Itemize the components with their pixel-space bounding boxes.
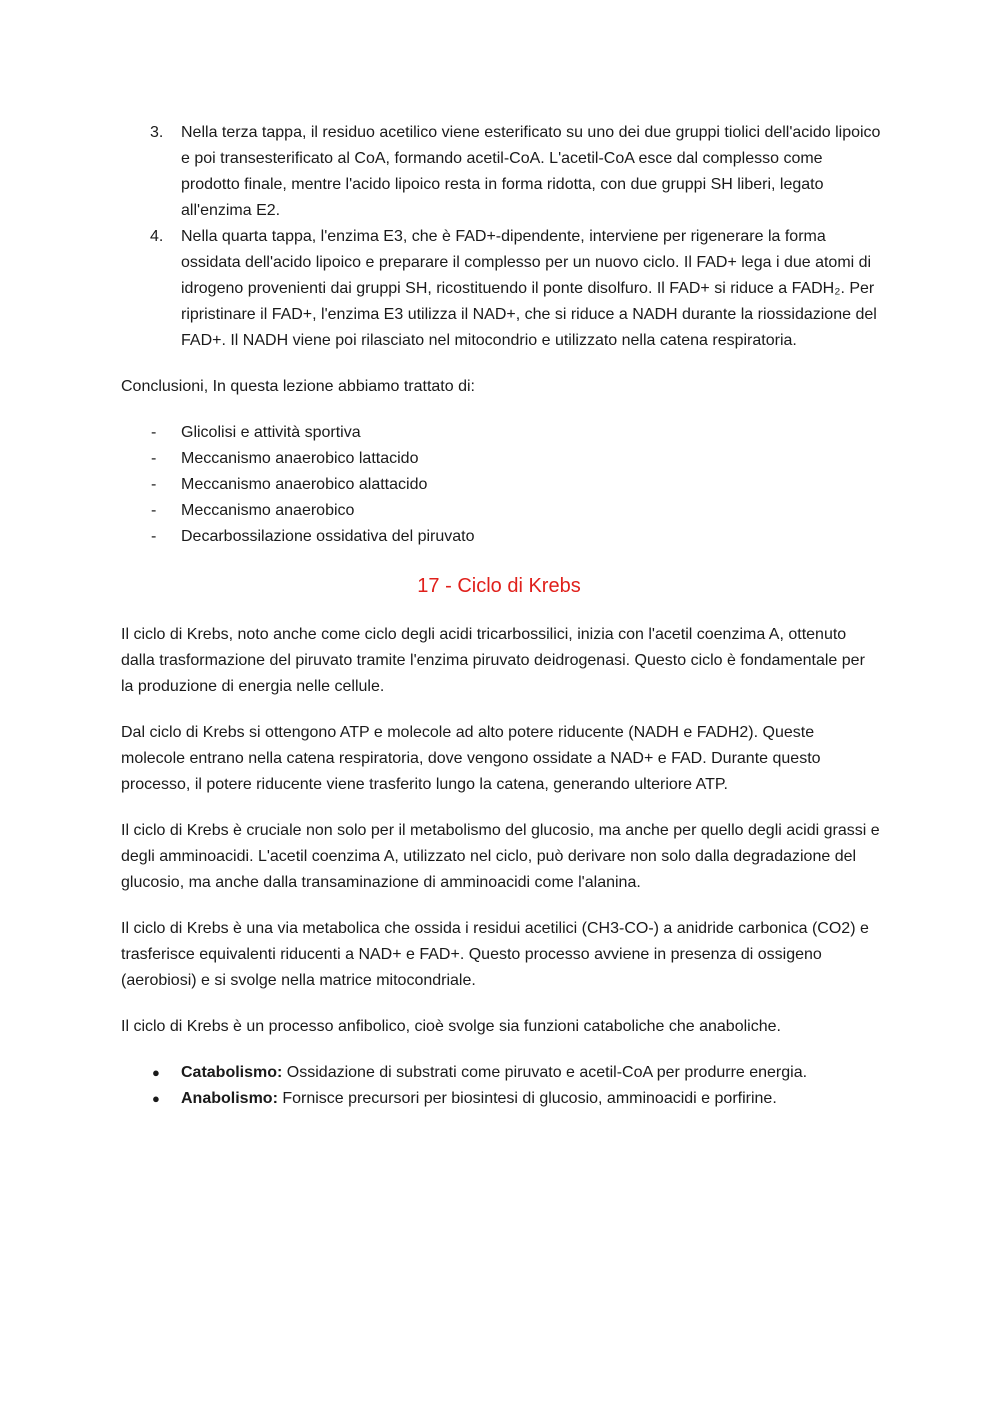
bullet-list [121, 1060, 881, 1112]
steps-list [121, 120, 881, 354]
paragraph: Il ciclo di Krebs, noto anche come ciclo degli acidi tricarbossilici, inizia con l'acetil coenzima A, ottenuto dalla trasformazione del piruvato tramite l'enzima piruvato deidrogenasi. Questo ciclo è fondamentale per la produzione di energia nelle cellule. [121, 626, 865, 695]
list-item [121, 524, 881, 550]
list-item [121, 120, 881, 224]
dash-marker: - [151, 502, 157, 519]
dash-marker: - [151, 450, 157, 467]
list-item-text: Decarbossilazione ossidativa del piruvato [181, 528, 475, 545]
step-number: 4. [150, 228, 164, 245]
list-item-text: Meccanismo anaerobico lattacido [181, 450, 419, 467]
list-item-text: Meccanismo anaerobico [181, 502, 355, 519]
list-item [121, 472, 881, 498]
bullet-icon: ● [152, 1065, 160, 1080]
conclusions-list [121, 420, 881, 550]
list-item [121, 1060, 881, 1086]
page-content [121, 120, 881, 1112]
list-item [121, 446, 881, 472]
paragraph: Il ciclo di Krebs è un processo anfibolico, cioè svolge sia funzioni cataboliche che anaboliche. [121, 1018, 781, 1035]
bullet-text: Ossidazione di substrati come piruvato e acetil-CoA per produrre energia. [282, 1064, 808, 1081]
section-title: 17 - Ciclo di Krebs [417, 575, 581, 597]
step-text: Nella terza tappa, il residuo acetilico viene esterificato su uno dei due gruppi tiolici dell'acido lipoico e poi transesterificato al CoA, formando acetil-CoA. L'acetil-CoA esce dal complesso come prodotto finale, mentre l'acido lipoico resta in forma ridotta, con due gruppi SH liberi, legato all'enzima E2. [181, 124, 881, 219]
dash-marker: - [151, 424, 157, 441]
bullet-term: Anabolismo: [181, 1090, 278, 1107]
step-text: Nella quarta tappa, l'enzima E3, che è FAD+-dipendente, interviene per rigenerare la forma ossidata dell'acido lipoico e preparare il complesso per un nuovo ciclo. Il FAD+ lega i due atomi di idrogeno provenienti dai gruppi SH, ricostituendo il ponte disolfuro. Il FAD+ si riduce a FADH₂. Per ripristinare il FAD+, l'enzima E3 utilizza il NAD+, che si riduce a NADH durante la riossidazione del FAD+. Il NADH viene poi rilasciato nel mitocondrio e utilizzato nella catena respiratoria. [181, 228, 877, 349]
paragraph: Il ciclo di Krebs è una via metabolica che ossida i residui acetilici (CH3-CO-) a anidride carbonica (CO2) e trasferisce equivalenti riducenti a NAD+ e FAD+. Questo processo avviene in presenza di ossigeno (aerobiosi) e si svolge nella matrice mitocondriale. [121, 920, 869, 989]
list-item [121, 224, 881, 354]
list-item [121, 420, 881, 446]
bullet-text: Fornisce precursori per biosintesi di glucosio, amminoacidi e porfirine. [277, 1090, 777, 1107]
dash-marker: - [151, 476, 157, 493]
list-item-text: Meccanismo anaerobico alattacido [181, 476, 428, 493]
conclusions-intro: Conclusioni, In questa lezione abbiamo trattato di: [121, 378, 475, 395]
list-item [121, 1086, 881, 1112]
bullet-icon: ● [152, 1091, 160, 1106]
dash-marker: - [151, 528, 157, 545]
list-item-text: Glicolisi e attività sportiva [181, 424, 361, 441]
paragraph: Dal ciclo di Krebs si ottengono ATP e molecole ad alto potere riducente (NADH e FADH2). Queste molecole entrano nella catena respiratoria, dove vengono ossidate a NAD+ e FAD. Durante questo processo, il potere riducente viene trasferito lungo la catena, generando ulteriore ATP. [121, 724, 821, 793]
paragraph: Il ciclo di Krebs è cruciale non solo per il metabolismo del glucosio, ma anche per quello degli acidi grassi e degli amminoacidi. L'acetil coenzima A, utilizzato nel ciclo, può derivare non solo dalla degradazione del glucosio, ma anche dalla transaminazione di amminoacidi come l'alanina. [121, 822, 880, 891]
list-item [121, 498, 881, 524]
bullet-term: Catabolismo: [181, 1064, 283, 1081]
step-number: 3. [150, 124, 164, 141]
